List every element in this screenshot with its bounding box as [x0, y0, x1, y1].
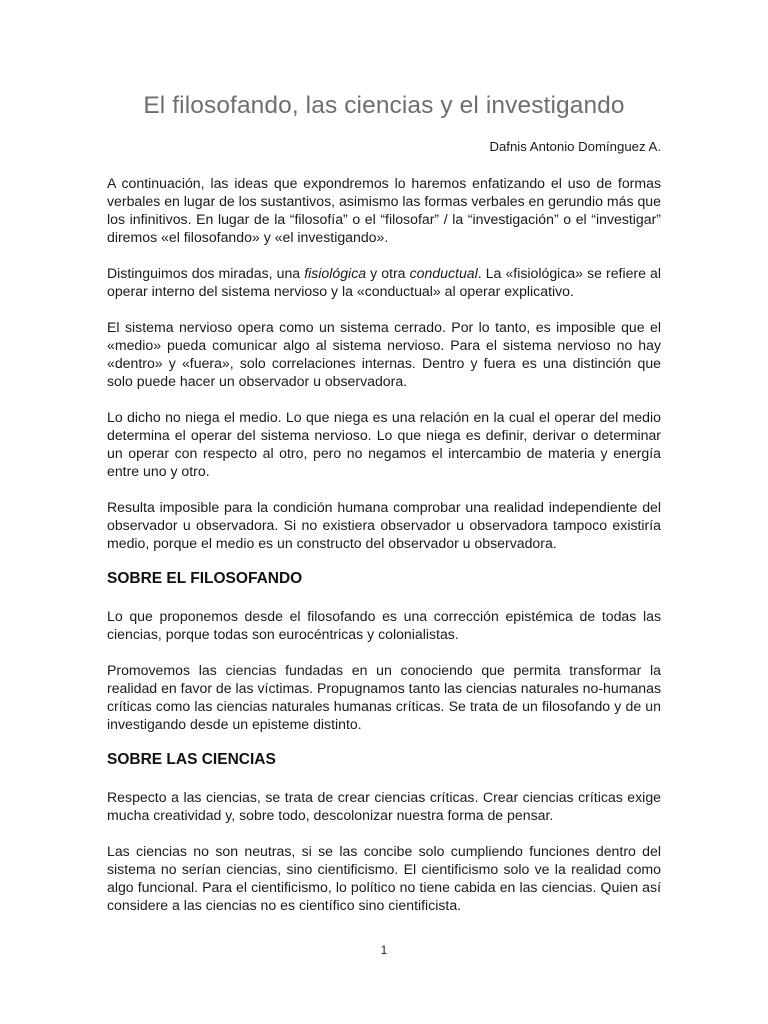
intro-paragraph-2-text: y otra [366, 265, 410, 281]
document-body [107, 174, 661, 932]
intro-paragraph-2-text: . La «fisiológica» se refiere al operar interno del sistema nervioso y la «conductual» al operar explicativo. [107, 265, 661, 299]
page-number: 1 [380, 945, 388, 957]
filosofando-paragraph-2: Promovemos las ciencias fundadas en un conociendo que permita transformar la realidad en favor de las víctimas. Propugnamos tanto las ciencias naturales no-humanas críticas como las ciencias naturales humanas críticas. Se trata de un filosofando y de un investigando desde un episteme distinto. [107, 662, 661, 732]
intro-paragraph-2-text: Distinguimos dos miradas, una [107, 265, 305, 281]
ciencias-paragraph-1: Respecto a las ciencias, se trata de crear ciencias críticas. Crear ciencias críticas exige mucha creatividad y, sobre todo, descolonizar nuestra forma de pensar. [107, 789, 661, 823]
intro-paragraph-4: Lo dicho no niega el medio. Lo que niega es una relación en la cual el operar del medio determina el operar del sistema nervioso. Lo que niega es definir, derivar o determinar un operar con respecto al otro, pero no negamos el intercambio de materia y energía entre uno y otro. [107, 409, 661, 479]
document-title: El filosofando, las ciencias y el investigando [143, 92, 625, 119]
intro-paragraph-5: Resulta imposible para la condición humana comprobar una realidad independiente del observador u observadora. Si no existiera observador u observadora tampoco existiría medio, porque el medio es un constructo del observador u observadora. [107, 499, 661, 551]
author-name: Dafnis Antonio Domínguez A. [489, 139, 661, 154]
intro-paragraph-2 [107, 264, 661, 300]
section-heading-filosofando: SOBRE EL FILOSOFANDO [107, 570, 303, 587]
emphasis-conductual: conductual [409, 265, 478, 281]
emphasis-fisiologica: fisiológica [304, 265, 367, 281]
intro-paragraph-1: A continuación, las ideas que expondremos lo haremos enfatizando el uso de formas verbales en lugar de los sustantivos, asimismo las formas verbales en gerundio más que los infinitivos. En lugar de la “filosofía” o el “filosofar” / la “investigación” o el “investigar” diremos «el filosofando» y «el investigando». [107, 175, 661, 245]
intro-paragraph-3: El sistema nervioso opera como un sistema cerrado. Por lo tanto, es imposible que el «medio» pueda comunicar algo al sistema nervioso. Para el sistema nervioso no hay «dentro» y «fuera», solo correlaciones internas. Dentro y fuera es una distinción que solo puede hacer un observador u observadora. [107, 319, 661, 389]
filosofando-paragraph-1: Lo que proponemos desde el filosofando es una corrección epistémica de todas las ciencias, porque todas son eurocéntricas y colonialistas. [107, 608, 661, 642]
section-heading-ciencias: SOBRE LAS CIENCIAS [107, 751, 276, 768]
ciencias-paragraph-2: Las ciencias no son neutras, si se las concibe solo cumpliendo funciones dentro del sistema no serían ciencias, sino cientificismo. El cientificismo solo ve la realidad como algo funcional. Para el cientificismo, lo político no tiene cabida en las ciencias. Quien así considere a las ciencias no es científico sino cientificista. [107, 843, 661, 913]
